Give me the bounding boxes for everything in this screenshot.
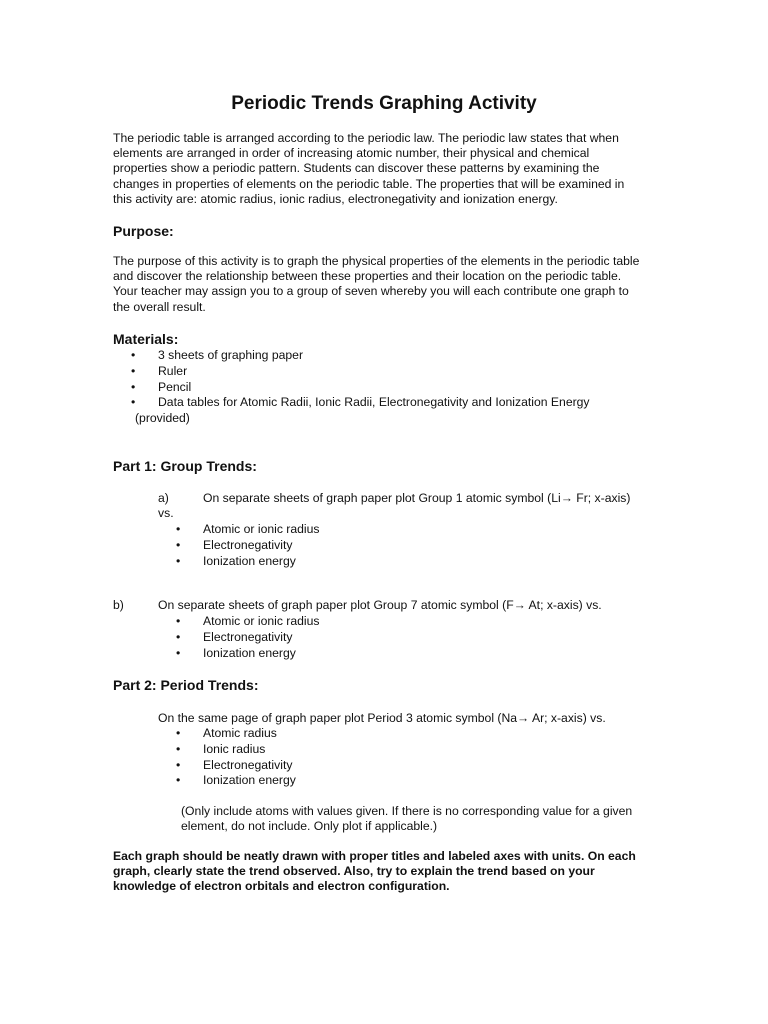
part1-b-list <box>176 614 320 661</box>
purpose-line: the overall result. <box>113 299 206 314</box>
bullet-icon: • <box>131 379 136 394</box>
part2-note-line: element, do not include. Only plot if applicable.) <box>181 819 438 833</box>
closing-line: knowledge of electron orbitals and electron configuration. <box>113 879 450 894</box>
intro-line: changes in properties of elements on the periodic table. The properties that will be examined in <box>113 176 625 191</box>
closing-line: graph, clearly state the trend observed. Also, try to explain the trend based on your <box>113 864 595 879</box>
bullet-icon: • <box>131 348 136 362</box>
list-item: • Data tables for Atomic Radii, Ionic Radii, Electronegativity and Ionization Energy <box>131 395 590 410</box>
intro-paragraph <box>113 131 673 207</box>
closing-paragraph <box>113 849 673 895</box>
part1-a-text: On separate sheets of graph paper plot Group 1 atomic symbol (Li→ Fr; x-axis) <box>203 491 631 505</box>
list-item: • 3 sheets of graphing paper <box>131 348 304 362</box>
purpose-line: Your teacher may assign you to a group of seven whereby you will each contribute one graph to <box>113 284 629 299</box>
part1-a-list <box>176 522 320 569</box>
page-title: Periodic Trends Graphing Activity <box>231 93 537 114</box>
list-item: • Atomic radius <box>176 726 277 740</box>
list-item: • Pencil <box>131 379 192 394</box>
bullet-icon: • <box>176 645 181 660</box>
list-item: • Ruler <box>131 363 188 378</box>
list-item: • Electronegativity <box>176 537 293 552</box>
part1-a-marker: a) <box>158 491 169 505</box>
list-item: • Electronegativity <box>176 757 293 772</box>
materials-heading: Materials: <box>113 331 179 347</box>
bullet-icon: • <box>176 773 181 788</box>
bullet-icon: • <box>131 395 136 410</box>
bullet-icon: • <box>176 629 181 644</box>
materials-list <box>131 348 590 411</box>
purpose-line: and discover the relationship between these properties and their location on the periodic table. <box>113 269 622 284</box>
purpose-paragraph <box>113 254 673 315</box>
intro-line: properties show a periodic pattern. Students can discover these patterns by examining the <box>113 161 600 176</box>
part2-text: On the same page of graph paper plot Period 3 atomic symbol (Na→ Ar; x-axis) vs. <box>158 711 606 725</box>
closing-line: Each graph should be neatly drawn with proper titles and labeled axes with units. On each <box>113 849 636 863</box>
list-item: • Ionization energy <box>176 773 296 788</box>
purpose-line: The purpose of this activity is to graph the physical properties of the elements in the periodic table <box>113 254 640 268</box>
purpose-heading: Purpose: <box>113 223 174 239</box>
part1-a-continuation: vs. <box>158 506 174 520</box>
part2-list <box>176 726 296 789</box>
bullet-icon: • <box>176 614 181 628</box>
list-item: • Ionization energy <box>176 553 296 568</box>
part1-b-text: On separate sheets of graph paper plot Group 7 atomic symbol (F→ At; x-axis) vs. <box>158 598 602 612</box>
intro-line: The periodic table is arranged according to the periodic law. The periodic law states that when <box>113 131 619 145</box>
bullet-icon: • <box>176 741 181 756</box>
bullet-icon: • <box>131 363 136 378</box>
part2-note-line: (Only include atoms with values given. If there is no corresponding value for a given <box>181 804 633 818</box>
list-item: • Electronegativity <box>176 629 293 644</box>
bullet-icon: • <box>176 522 181 536</box>
list-item: • Ionic radius <box>176 741 266 756</box>
materials-continuation: (provided) <box>135 411 190 425</box>
intro-line: this activity are: atomic radius, ionic radius, electronegativity and ionization energy. <box>113 191 558 206</box>
intro-line: elements are arranged in order of increasing atomic number, their physical and chemical <box>113 146 590 161</box>
part1-heading: Part 1: Group Trends: <box>113 458 257 474</box>
list-item: • Atomic or ionic radius <box>176 522 320 536</box>
bullet-icon: • <box>176 757 181 772</box>
bullet-icon: • <box>176 553 181 568</box>
bullet-icon: • <box>176 726 181 740</box>
list-item: • Ionization energy <box>176 645 296 660</box>
part1-b-marker: b) <box>113 598 124 612</box>
list-item: • Atomic or ionic radius <box>176 614 320 628</box>
bullet-icon: • <box>176 537 181 552</box>
part2-heading: Part 2: Period Trends: <box>113 677 259 693</box>
